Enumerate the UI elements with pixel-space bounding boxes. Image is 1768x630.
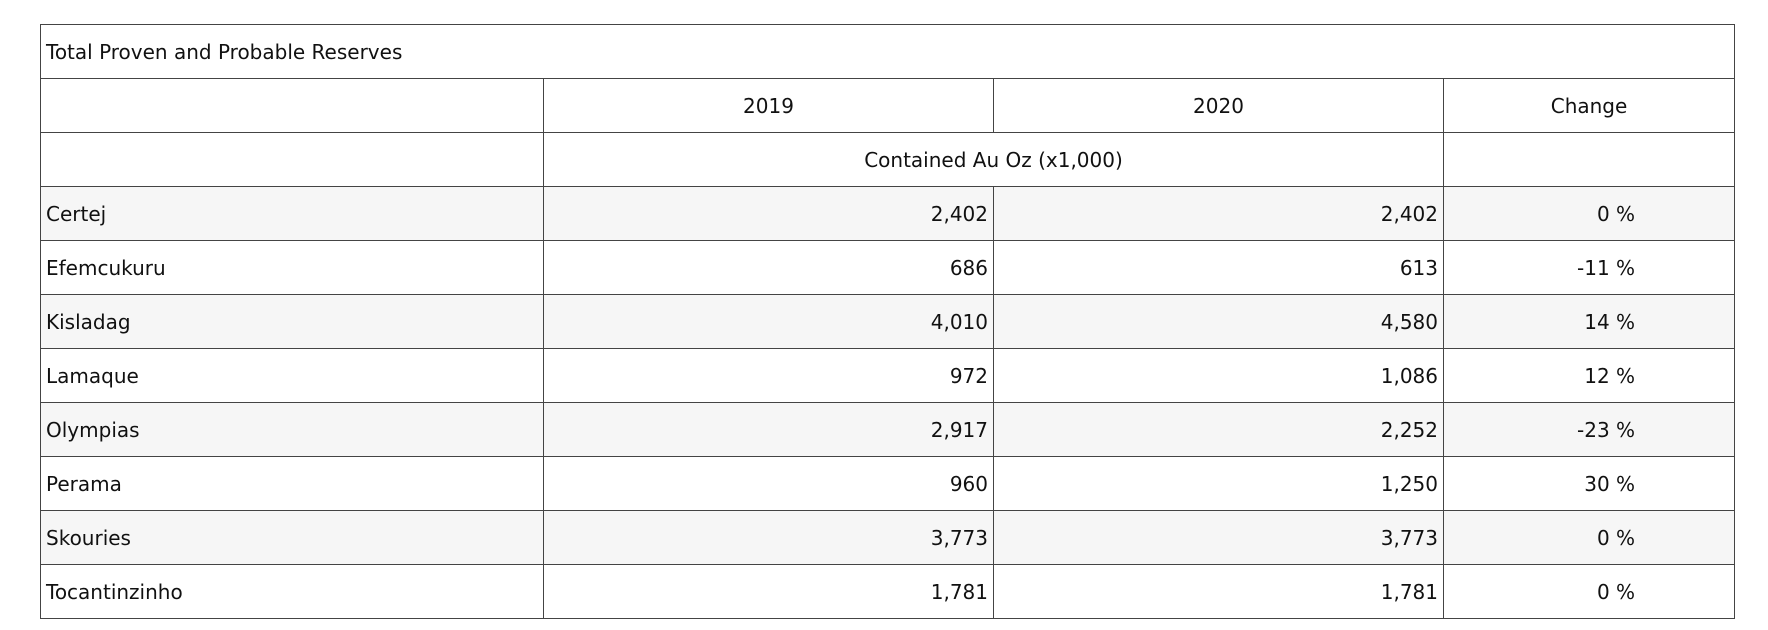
row-value-2019: 960 — [544, 457, 994, 511]
row-name: Efemcukuru — [41, 241, 544, 295]
row-value-2019: 972 — [544, 349, 994, 403]
row-value-2019: 686 — [544, 241, 994, 295]
row-change: 0 % — [1444, 187, 1735, 241]
header-2020: 2020 — [994, 79, 1444, 133]
header-empty-cell — [41, 79, 544, 133]
unit-change-empty-cell — [1444, 133, 1735, 187]
row-value-2020: 4,580 — [994, 295, 1444, 349]
row-change: 0 % — [1444, 511, 1735, 565]
header-2019: 2019 — [544, 79, 994, 133]
row-name: Tocantinzinho — [41, 565, 544, 619]
unit-label: Contained Au Oz (x1,000) — [544, 133, 1444, 187]
row-change: -11 % — [1444, 241, 1735, 295]
row-value-2020: 1,250 — [994, 457, 1444, 511]
table-row — [41, 187, 1735, 241]
row-value-2020: 3,773 — [994, 511, 1444, 565]
row-change: 14 % — [1444, 295, 1735, 349]
table-title: Total Proven and Probable Reserves — [41, 25, 1735, 79]
row-change: 12 % — [1444, 349, 1735, 403]
row-value-2020: 1,086 — [994, 349, 1444, 403]
reserves-table — [40, 24, 1735, 619]
header-change: Change — [1444, 79, 1735, 133]
table-row — [41, 403, 1735, 457]
row-value-2019: 2,402 — [544, 187, 994, 241]
row-change: 30 % — [1444, 457, 1735, 511]
row-value-2019: 1,781 — [544, 565, 994, 619]
row-name: Certej — [41, 187, 544, 241]
row-change: -23 % — [1444, 403, 1735, 457]
row-value-2020: 613 — [994, 241, 1444, 295]
table-row — [41, 565, 1735, 619]
row-name: Perama — [41, 457, 544, 511]
unit-row — [41, 133, 1735, 187]
row-value-2019: 3,773 — [544, 511, 994, 565]
row-value-2020: 2,252 — [994, 403, 1444, 457]
row-name: Kisladag — [41, 295, 544, 349]
table-row — [41, 349, 1735, 403]
row-value-2019: 2,917 — [544, 403, 994, 457]
row-value-2020: 2,402 — [994, 187, 1444, 241]
row-name: Skouries — [41, 511, 544, 565]
table-row — [41, 457, 1735, 511]
row-name: Olympias — [41, 403, 544, 457]
table-header-row — [41, 79, 1735, 133]
row-value-2019: 4,010 — [544, 295, 994, 349]
row-value-2020: 1,781 — [994, 565, 1444, 619]
unit-empty-cell — [41, 133, 544, 187]
table-row — [41, 241, 1735, 295]
table-row — [41, 511, 1735, 565]
row-change: 0 % — [1444, 565, 1735, 619]
reserves-table-container — [40, 24, 1734, 619]
row-name: Lamaque — [41, 349, 544, 403]
table-row — [41, 295, 1735, 349]
table-title-row — [41, 25, 1735, 79]
